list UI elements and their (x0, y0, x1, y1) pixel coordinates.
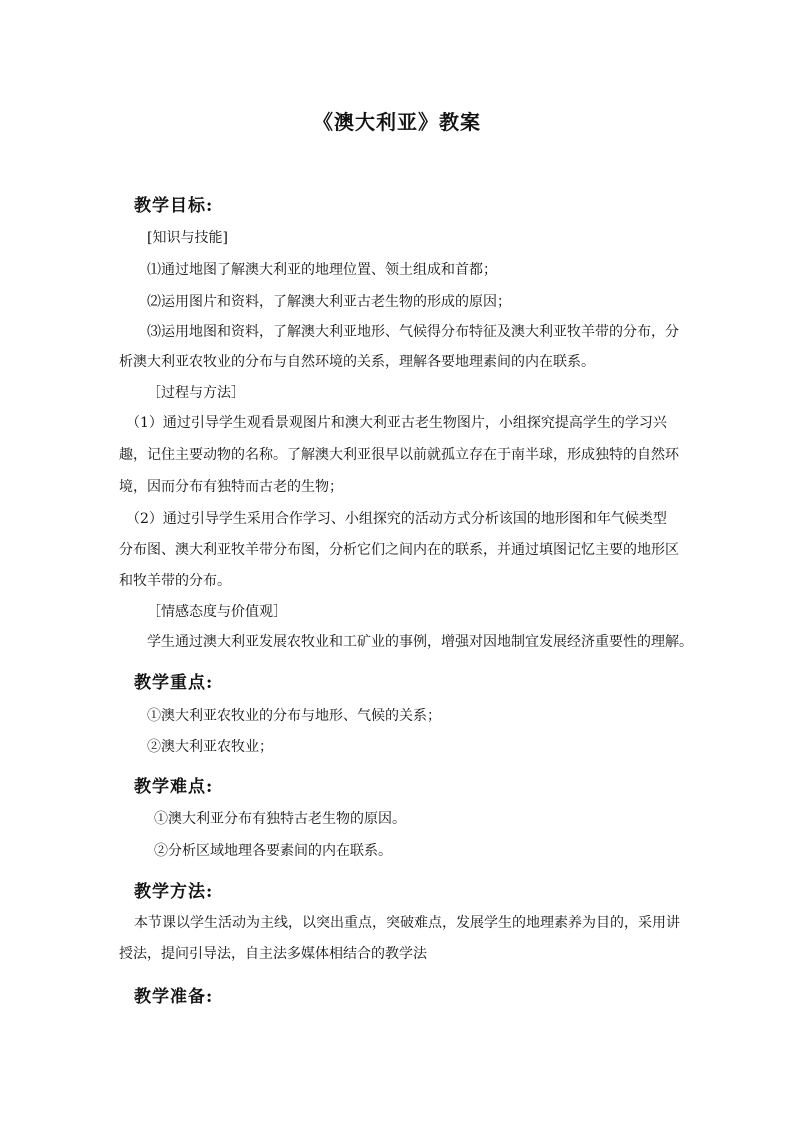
key-point-1: ①澳大利亚农牧业的分布与地形、气候的关系； (147, 708, 441, 724)
knowledge-item-1: ⑴通过地图了解澳大利亚的地理位置、领土组成和首都； (147, 262, 497, 278)
key-point-2: ②澳大利亚农牧业； (147, 739, 273, 755)
process-line-1: （1）通过引导学生观看景观图片和澳大利亚古老生物图片，小组探究提高学生的学习兴 (126, 415, 667, 431)
difficulty-2: ②分析区域地理各要素间的内在联系。 (154, 843, 392, 859)
knowledge-skills-label: [知识与技能] (147, 230, 228, 246)
attitude-values-label: ［情感态度与价值观］ (147, 604, 287, 620)
methods-line-2: 授法，提问引导法，自主法多媒体相结合的教学法 (119, 946, 427, 962)
attitude-text: 学生通过澳大利亚发展农牧业和工矿业的事例，增强对因地制宜发展经济重要性的理解。 (147, 634, 693, 650)
process-line-5: 分布图、澳大利亚牧羊带分布图，分析它们之间内在的联系，并通过填图记忆主要的地形区 (119, 542, 679, 558)
knowledge-item-3: ⑶运用地图和资料，了解澳大利亚地形、气候得分布特征及澳大利亚牧羊带的分布，分 (147, 324, 679, 340)
preparation-heading: 教学准备: (134, 987, 214, 1007)
process-line-3: 境，因而分布有独特而古老的生物； (119, 479, 343, 495)
process-line-2: 趣，记住主要动物的名称。了解澳大利亚很早以前就孤立存在于南半球，形成独特的自然环 (119, 447, 679, 463)
process-line-6: 和牧羊带的分布。 (119, 573, 231, 589)
process-methods-label: ［过程与方法］ (147, 385, 245, 401)
process-line-4: （2）通过引导学生采用合作学习、小组探究的活动方式分析该国的地形图和年气候类型 (126, 511, 667, 527)
key-points-heading: 教学重点: (134, 673, 214, 693)
knowledge-item-2: ⑵运用图片和资料，了解澳大利亚古老生物的形成的原因； (147, 294, 511, 310)
objectives-heading: 教学目标: (134, 196, 214, 216)
methods-heading: 教学方法: (134, 882, 214, 902)
difficulty-1: ①澳大利亚分布有独特古老生物的原因。 (154, 811, 406, 827)
methods-line-1: 本节课以学生活动为主线，以突出重点，突破难点，发展学生的地理素养为目的，采用讲 (134, 915, 680, 931)
difficulties-heading: 教学难点: (134, 777, 214, 797)
knowledge-item-3-cont: 析澳大利亚农牧业的分布与自然环境的关系，理解各要地理素间的内在联系。 (119, 354, 595, 370)
document-title: 《澳大利亚》教案 (313, 110, 481, 134)
